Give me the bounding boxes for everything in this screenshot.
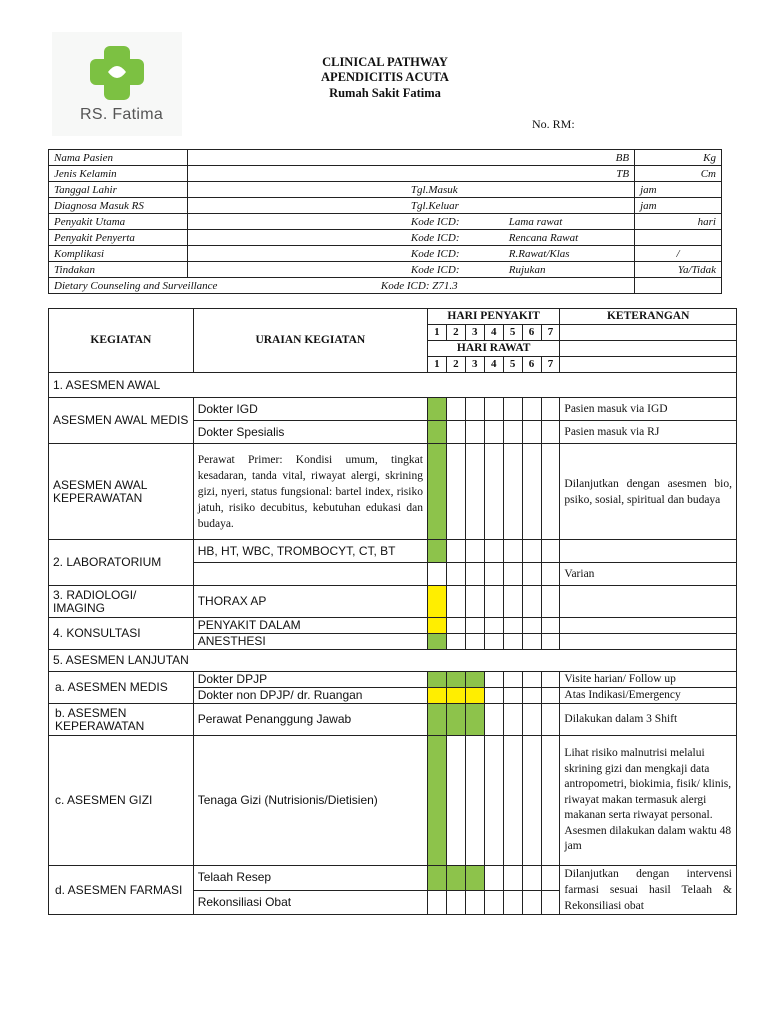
patient-info-table [48, 149, 722, 294]
info-row [49, 278, 722, 294]
section-title: 1. ASESMEN AWAL [49, 373, 737, 398]
info-field: Lama rawat [501, 214, 635, 230]
col-hari-penyakit: HARI PENYAKIT [427, 309, 559, 325]
info-unit: Cm [635, 166, 722, 182]
section-title: 5. ASESMEN LANJUTAN [49, 650, 737, 672]
hospital-logo [52, 32, 182, 136]
activity-desc: Telaah Resep [193, 866, 427, 891]
day-cell-filled [427, 866, 446, 891]
note: Pasien masuk via RJ [560, 421, 737, 444]
activity-desc: THORAX AP [193, 586, 427, 618]
day-number: 1 [427, 357, 446, 373]
day-number: 7 [541, 357, 560, 373]
day-number: 2 [446, 325, 465, 341]
day-cell-filled [427, 444, 446, 540]
day-number: 1 [427, 325, 446, 341]
activity-label: c. ASESMEN GIZI [49, 736, 194, 866]
note: Dilakukan dalam 3 Shift [560, 704, 737, 736]
info-unit: / [635, 246, 722, 262]
info-field: Kode ICD: Z71.3 [381, 278, 635, 294]
info-label: Komplikasi [49, 246, 188, 262]
info-unit: hari [635, 214, 722, 230]
activity-desc: Rekonsiliasi Obat [193, 890, 427, 915]
day-cell-filled [427, 398, 446, 421]
activity-label: 2. LABORATORIUM [49, 540, 194, 586]
day-cell-optional [427, 618, 446, 634]
day-cell-filled [427, 672, 446, 688]
info-unit: jam [635, 182, 722, 198]
col-hari-rawat: HARI RAWAT [427, 341, 559, 357]
day-cell-optional [446, 688, 465, 704]
activity-desc: Dokter non DPJP/ dr. Ruangan [193, 688, 427, 704]
doc-subtitle: APENDICITIS ACUTA [321, 70, 449, 84]
logo-text: RS. Fatima [80, 106, 164, 123]
day-number: 5 [503, 357, 522, 373]
day-cell-filled [427, 704, 446, 736]
info-field: Tgl.Masuk [381, 182, 635, 198]
info-value: TB [187, 166, 634, 182]
info-row [49, 214, 722, 230]
activity-desc: Dokter DPJP [193, 672, 427, 688]
col-kegiatan: KEGIATAN [49, 309, 194, 373]
info-row [49, 198, 722, 214]
info-label: Penyakit Penyerta [49, 230, 188, 246]
activity-desc: Dokter IGD [193, 398, 427, 421]
info-label: Diagnosa Masuk RS [49, 198, 188, 214]
info-unit: Ya/Tidak [635, 262, 722, 278]
doc-title: CLINICAL PATHWAY [322, 55, 448, 69]
day-cell-filled [465, 672, 484, 688]
day-cell-filled [465, 866, 484, 891]
activity-desc: HB, HT, WBC, TROMBOCYT, CT, BT [193, 540, 427, 563]
day-number: 7 [541, 325, 560, 341]
info-row [49, 246, 722, 262]
day-cell-filled [446, 704, 465, 736]
info-row [49, 182, 722, 198]
info-field: R.Rawat/Klas [501, 246, 635, 262]
note: Lihat risiko malnutrisi melalui skrining gizi dan mengkaji data antropometri, biokimia, fisik/ klinis, riwayat makan termasuk alergi makanan serta riwayat personal. Asesmen dilakukan dalam waktu 48 jam [560, 736, 737, 866]
info-label: Jenis Kelamin [49, 166, 188, 182]
day-number: 5 [503, 325, 522, 341]
info-row [49, 262, 722, 278]
activity-label: 4. KONSULTASI [49, 618, 194, 650]
activity-label: b. ASESMEN KEPERAWATAN [49, 704, 194, 736]
day-cell-filled [427, 421, 446, 444]
info-field: Tgl.Keluar [381, 198, 635, 214]
activity-label: ASESMEN AWAL MEDIS [49, 398, 194, 444]
day-cell-filled [446, 866, 465, 891]
day-number: 4 [484, 357, 503, 373]
activity-desc: ANESTHESI [193, 634, 427, 650]
hospital-name: Rumah Sakit Fatima [329, 86, 441, 100]
info-field: Rencana Rawat [501, 230, 635, 246]
activity-desc: Dokter Spesialis [193, 421, 427, 444]
day-cell-filled [465, 704, 484, 736]
note: Dilanjutkan dengan intervensi farmasi sesuai hasil Telaah & Rekonsiliasi obat [560, 866, 737, 915]
pathway-table [48, 308, 737, 915]
note: Atas Indikasi/Emergency [560, 688, 737, 704]
info-field: Kode ICD: [381, 246, 501, 262]
note: Pasien masuk via IGD [560, 398, 737, 421]
activity-desc: Tenaga Gizi (Nutrisionis/Dietisien) [193, 736, 427, 866]
day-number: 3 [465, 357, 484, 373]
info-field: Rujukan [501, 262, 635, 278]
day-cell-filled [427, 540, 446, 563]
activity-label: 3. RADIOLOGI/ IMAGING [49, 586, 194, 618]
day-cell-optional [427, 586, 446, 618]
activity-desc: PENYAKIT DALAM [193, 618, 427, 634]
activity-label: a. ASESMEN MEDIS [49, 672, 194, 704]
no-rm-label: No. RM: [532, 117, 575, 131]
note: Varian [560, 563, 737, 586]
note: Dilanjutkan dengan asesmen bio, psiko, sosial, spiritual dan budaya [560, 444, 737, 540]
info-label: Tanggal Lahir [49, 182, 188, 198]
info-row [49, 166, 722, 182]
activity-desc: Perawat Primer: Kondisi umum, tingkat kesadaran, tanda vital, riwayat alergi, skrining gizi, nyeri, status fungsional: bartel index, risiko jatuh, risiko decubitus, kebutuhan edukasi dan budaya. [193, 444, 427, 540]
day-cell-optional [427, 688, 446, 704]
info-value: BB [187, 150, 634, 166]
info-row [49, 230, 722, 246]
col-uraian: URAIAN KEGIATAN [193, 309, 427, 373]
activity-desc: Perawat Penanggung Jawab [193, 704, 427, 736]
day-cell-filled [446, 672, 465, 688]
info-field: Kode ICD: [381, 262, 501, 278]
activity-label: ASESMEN AWAL KEPERAWATAN [49, 444, 194, 540]
col-keterangan: KETERANGAN [560, 309, 737, 325]
day-cell-optional [465, 688, 484, 704]
info-row [49, 150, 722, 166]
info-label: Tindakan [49, 262, 188, 278]
info-field: Kode ICD: [381, 230, 501, 246]
day-number: 3 [465, 325, 484, 341]
day-number: 2 [446, 357, 465, 373]
day-number: 6 [522, 325, 541, 341]
info-label: Nama Pasien [49, 150, 188, 166]
note: Visite harian/ Follow up [560, 672, 737, 688]
info-label: Penyakit Utama [49, 214, 188, 230]
day-number: 4 [484, 325, 503, 341]
day-cell-filled [427, 634, 446, 650]
info-unit: jam [635, 198, 722, 214]
info-field: Kode ICD: [381, 214, 501, 230]
info-unit: Kg [635, 150, 722, 166]
activity-label: d. ASESMEN FARMASI [49, 866, 194, 915]
info-label: Dietary Counseling and Surveillance [49, 278, 381, 294]
day-number: 6 [522, 357, 541, 373]
day-cell-filled [427, 736, 446, 866]
